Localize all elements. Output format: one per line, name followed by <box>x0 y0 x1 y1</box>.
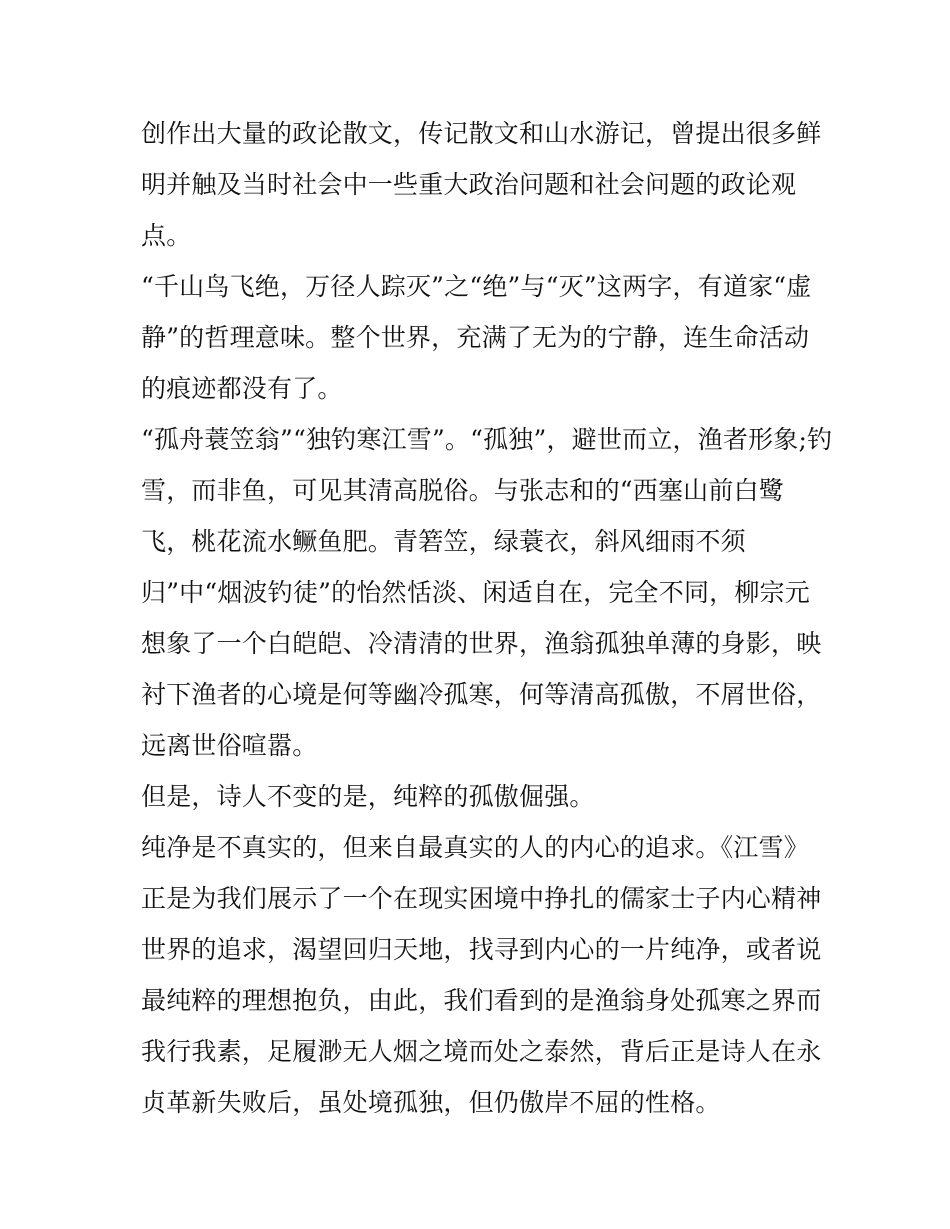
text-line: 远离世俗喧嚣。 <box>141 731 318 760</box>
text-line: 创作出大量的政论散文，传记散文和山水游记，曾提出很多鲜 <box>141 119 822 148</box>
text-line: 世界的追求，渴望回归天地，找寻到内心的一片纯净，或者说 <box>141 935 822 964</box>
text-line: 贞革新失败后，虽处境孤独，但仍傲岸不屈的性格。 <box>141 1088 721 1117</box>
document-body <box>141 108 833 1128</box>
text-line: 最纯粹的理想抱负，由此，我们看到的是渔翁身处孤寒之界而 <box>141 986 822 1015</box>
text-line: 正是为我们展示了一个在现实困境中挣扎的儒家士子内心精神 <box>141 884 822 913</box>
text-line: “千山鸟飞绝，万径人踪灭”之“绝”与“灭”这两字，有道家“虚 <box>141 272 812 301</box>
text-line: 我行我素，足履渺无人烟之境而处之泰然，背后正是诗人在永 <box>141 1037 822 1066</box>
text-line: 雪，而非鱼，可见其清高脱俗。与张志和的“西塞山前白鹭 <box>141 476 784 505</box>
text-line: 飞，桃花流水鳜鱼肥。青箬笠，绿蓑衣，斜风细雨不须 <box>141 527 746 556</box>
text-line: 的痕迹都没有了。 <box>141 374 343 403</box>
text-line: “孤舟蓑笠翁”“独钓寒江雪”。“孤独”，避世而立，渔者形象;钓 <box>141 425 833 454</box>
text-line: 想象了一个白皑皑、冷清清的世界，渔翁孤独单薄的身影，映 <box>141 629 822 658</box>
text-line: 明并触及当时社会中一些重大政治问题和社会问题的政论观 <box>141 170 797 199</box>
text-line: 纯净是不真实的，但来自最真实的人的内心的追求。《江雪》 <box>141 833 809 862</box>
text-line: 归”中“烟波钓徒”的怡然恬淡、闲适自在，完全不同，柳宗元 <box>141 578 810 607</box>
text-line: 但是，诗人不变的是，纯粹的孤傲倔强。 <box>141 782 595 811</box>
text-line: 静”的哲理意味。整个世界，充满了无为的宁静，连生命活动 <box>141 323 810 352</box>
text-line: 点。 <box>141 221 192 250</box>
text-line: 衬下渔者的心境是何等幽冷孤寒，何等清高孤傲，不屑世俗， <box>141 680 822 709</box>
